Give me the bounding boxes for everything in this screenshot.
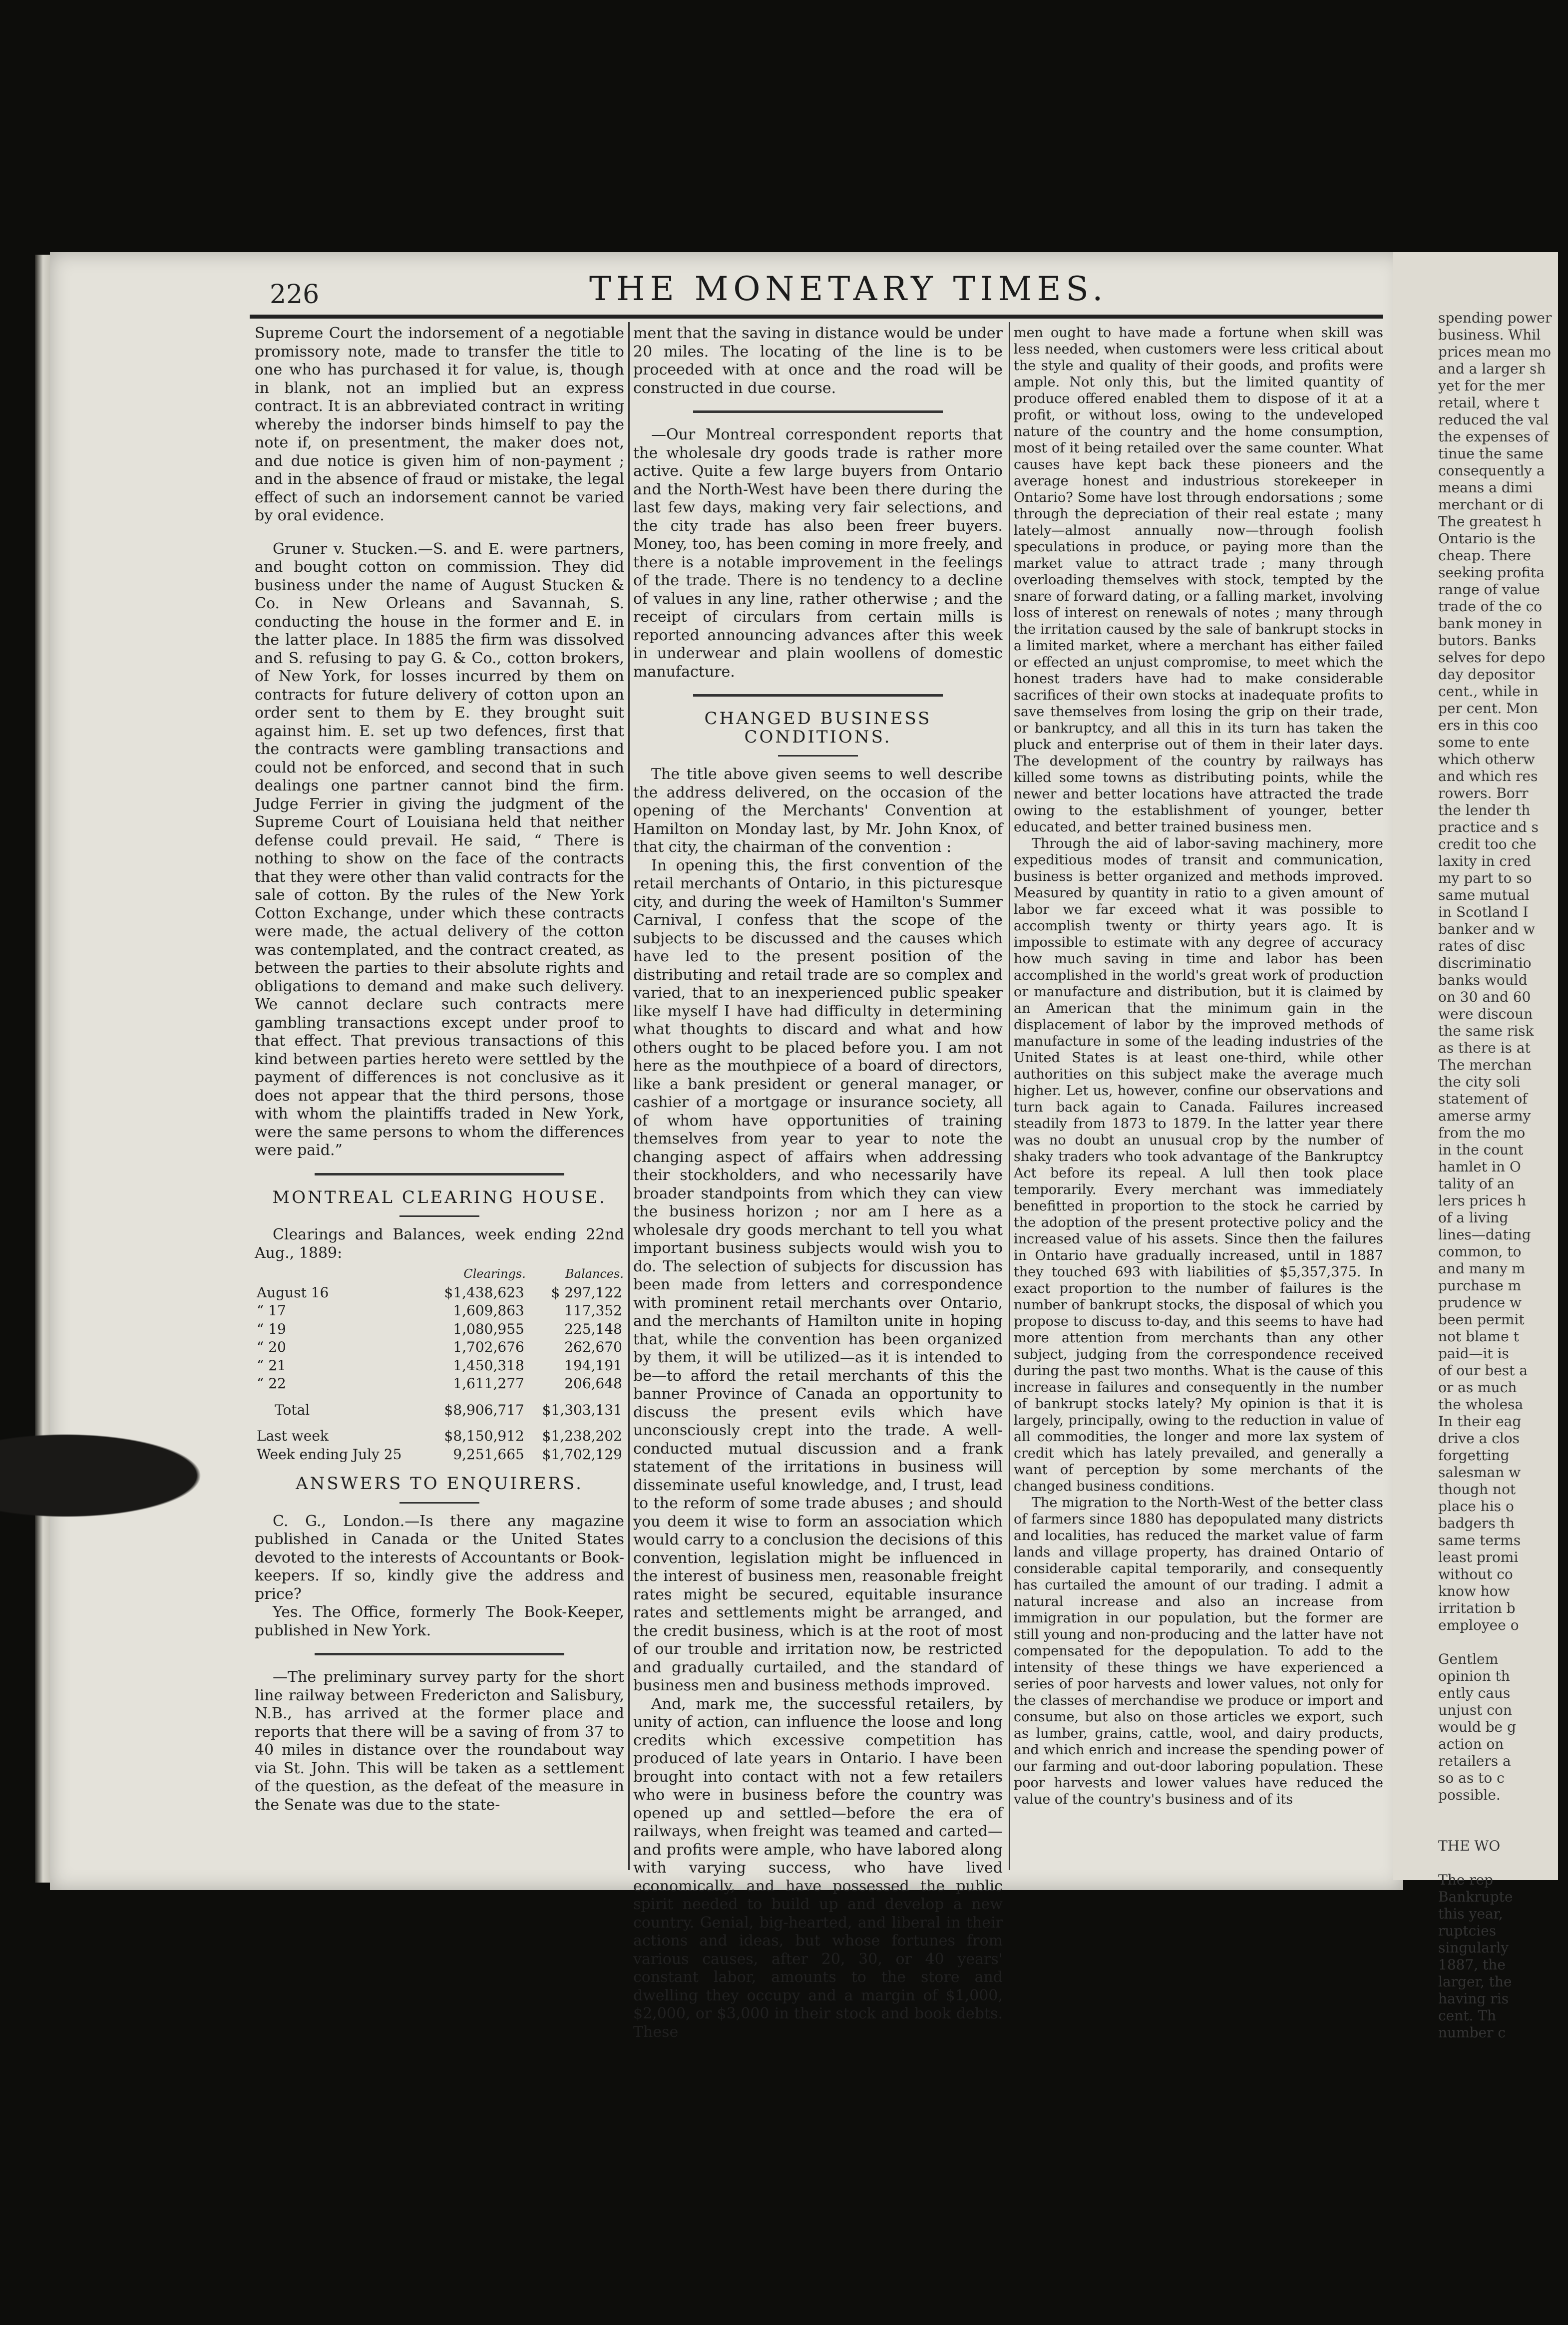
facing-page-line: tinue the same <box>1438 445 1544 462</box>
facing-page-line: The greatest h <box>1438 513 1542 530</box>
paragraph: In opening this, the first convention of the retail merchants of Ontario, in this picturesque city, and during the week of Hamilton's Summer Carnival, I confess that the scope of the subjects to be discussed and the causes which have led to the present position of the distributing and retail trade are so complex and varied, that to an inexperienced public speaker like myself I have had difficulty in determining what thoughts to discard and what and how others ought to be placed before you. I am not here as the mouthpiece of a board of directors, like a bank president or general manager, or cashier of a mortgage or insurance society, all of whom have opportunities of training themselves from year to year to note the changing aspect of affairs when addressing their stockholders, and who necessarily have broader standpoints from which they can view the business horizon ; nor am I here as a wholesale dry goods merchant to tell you what important business subjects would wish you to do. The selection of subjects for discussion has been made from letters and correspondence with prominent retail merchants over Ontario, and the merchants of Hamilton unite in hoping that, while the convention has been organized by them, it will be utilized—as it is intended to be—to afford the retail merchants of this the banner Province of Canada an opportunity to discuss the present evils which have unconsciously crept into the trade. A well-conducted mutual discussion and a frank statement of the irritations in business will disseminate useful knowledge, and, I trust, lead to the reform of some trade abuses ; and should you deem it wise to form an association which would carry to a conclusion the decisions of this convention, legislation might be influenced in the interest of business men, reasonable freight rates might be secured, equitable insurance rates and settlements might be arranged, and the credit business, which is at the root of most of our trouble and irritation now, be restricted and gradually curtailed, and the standard of business men and business methods improved. <box>633 856 1003 1694</box>
column-1 <box>255 325 624 1863</box>
facing-page-line: the same risk <box>1438 1023 1534 1039</box>
facing-page-line: prices mean mo <box>1438 344 1551 360</box>
section-heading: ANSWERS TO ENQUIRERS. <box>296 1474 583 1494</box>
facing-page-line: least promi <box>1438 1549 1519 1565</box>
facing-page-line: discriminatio <box>1438 955 1532 971</box>
header-rule <box>250 315 1383 319</box>
section-rule <box>315 1653 564 1655</box>
cell: 1,609,863 <box>453 1302 524 1319</box>
facing-page-line: ruptcies <box>1438 1923 1497 1939</box>
table-row <box>255 1338 624 1357</box>
facing-page-text <box>1438 310 1568 2041</box>
facing-page-line: business. Whil <box>1438 327 1541 343</box>
table-row <box>255 1427 624 1446</box>
paragraph: The migration to the North-West of the better class of farmers since 1880 has depopulated many districts and localities, has reduced the market value of farm lands and village property, has drained Ontario of considerable capital temporarily, and consequently has curtailed the amount of our trading. I admit a natural increase and also an increase from immigration in our population, but the former are still young and non-producing and the latter have not compensated for the depopulation. To add to the intensity of these things we have experienced a series of poor harvests and lower values, not only for the classes of merchandise we produce or import and consume, but also on those articles we export, such as lumber, grains, cattle, wool, and dairy products, and which enrich and increase the spending power of our farming and out-door laboring population. These poor harvests and lower values have reduced the value of the country's business and of its <box>1014 1495 1383 1807</box>
facing-page-line: cent., while in <box>1438 683 1539 700</box>
facing-page-line <box>1438 1821 1568 1838</box>
facing-page-line: laxity in cred <box>1438 853 1531 869</box>
facing-page-line: the expenses of <box>1438 428 1549 445</box>
section-heading: MONTREAL CLEARING HOUSE. <box>272 1187 607 1207</box>
facing-page-line: or as much <box>1438 1379 1517 1396</box>
facing-page-line: retail, where t <box>1438 394 1540 411</box>
facing-page-line: this year, <box>1438 1906 1503 1922</box>
table-row <box>255 1401 624 1420</box>
facing-page-line: merchant or di <box>1438 496 1544 513</box>
paragraph: Clearings and Balances, week ending 22nd Aug., 1889: <box>255 1226 624 1262</box>
facing-page-line: as there is at <box>1438 1040 1531 1056</box>
facing-page-line: drive a clos <box>1438 1430 1520 1447</box>
clearing-table <box>255 1264 624 1464</box>
facing-page-line: in the count <box>1438 1142 1524 1158</box>
table-row <box>255 1302 624 1320</box>
cell: 1,702,676 <box>453 1339 524 1355</box>
cell: 262,670 <box>564 1339 622 1355</box>
facing-page-line: bank money in <box>1438 615 1543 632</box>
facing-page-line: singularly <box>1438 1939 1509 1956</box>
facing-page-line: place his o <box>1438 1498 1514 1515</box>
facing-page-line: some to ente <box>1438 734 1530 751</box>
cell: $8,150,912 <box>444 1428 524 1444</box>
paragraph: Gruner v. Stucken.—S. and E. were partners, and bought cotton on commission. They did business under the name of August Stucken & Co. in New Orleans and Savannah, S. conducting the house in the former and E. in the latter place. In 1885 the firm was dissolved and S. refusing to pay G. & Co., cotton brokers, of New York, for losses incurred by them on contracts for future delivery of cotton upon an order sent to them by E. they brought suit against him. E. set up two defences, first that the contracts were gambling transactions and could not be enforced, and second that in such dealings one partner cannot bind the firm. Judge Ferrier in giving the judgment of the Supreme Court of Louisiana held that neither defense could prevail. He said, “ There is nothing to show on the face of the contracts that they were other than valid contracts for the sale of cotton. By the rules of the New York Cotton Exchange, under which these contracts were made, the actual delivery of the cotton was contemplated, and the contract created, as between the parties to their absolute rights and obligations to demand and make such delivery. We cannot declare such contracts mere gambling transactions except under proof to that effect. That previous transactions of this kind between parties hereto were settled by the payment of differences is not conclusive as it does not appear that the third persons, those with whom the plaintiffs traded in New York, were the same persons to whom the differences were paid.” <box>255 540 624 1159</box>
facing-page-line: and a larger sh <box>1438 361 1546 377</box>
table-row <box>255 1446 624 1464</box>
cell: 194,191 <box>564 1357 622 1374</box>
thumb-shadow <box>0 1428 220 1523</box>
total-balances: $1,303,131 <box>542 1401 622 1418</box>
facing-page-line: number c <box>1438 2024 1506 2041</box>
column-divider <box>1009 322 1010 1870</box>
facing-page-line: means a dimi <box>1438 479 1533 496</box>
facing-page-line: tality of an <box>1438 1175 1515 1192</box>
facing-page-line: hamlet in O <box>1438 1159 1521 1175</box>
facing-page-line: having ris <box>1438 1990 1509 2007</box>
facing-page-line: purchase m <box>1438 1277 1522 1294</box>
facing-page-line: credit too che <box>1438 836 1537 852</box>
facing-page-line: prudence w <box>1438 1294 1522 1311</box>
facing-page-line: badgers th <box>1438 1515 1515 1532</box>
facing-page-line: the lender th <box>1438 802 1531 818</box>
facing-page-line: know how <box>1438 1583 1510 1599</box>
cell: 1,450,318 <box>453 1357 524 1374</box>
facing-page-line: trade of the co <box>1438 598 1543 615</box>
cell: $1,438,623 <box>444 1284 524 1301</box>
paragraph: ment that the saving in distance would be under 20 miles. The locating of the line is to be proceeded with at once and the road will be constructed in due course. <box>633 325 1003 397</box>
cell: 117,352 <box>564 1302 622 1319</box>
facing-page-line: seeking profita <box>1438 564 1545 581</box>
facing-page-line: were discoun <box>1438 1006 1533 1022</box>
facing-page-line: been permit <box>1438 1311 1525 1328</box>
facing-page-line: common, to <box>1438 1243 1522 1260</box>
paragraph: Supreme Court the indorsement of a negotiable promissory note, made to transfer the title to one who has purchased it for value, is, though in blank, not an implied but an express contract. It is an abbreviated contract in writing whereby the indorser binds himself to pay the note if, on presentment, the maker does not, and due notice is given him of non-payment ; and in the absence of fraud or mistake, the legal effect of such an indorsement cannot be varied by oral evidence. <box>255 325 624 524</box>
facing-page-line: cent. Th <box>1438 2007 1497 2024</box>
facing-page-line: my part to so <box>1438 870 1532 886</box>
column-divider <box>628 322 630 1870</box>
facing-page-line: and many m <box>1438 1260 1526 1277</box>
facing-page-line: irritation b <box>1438 1600 1516 1616</box>
facing-page-line: forgetting <box>1438 1447 1510 1464</box>
facing-page-line: banks would <box>1438 972 1528 988</box>
facing-page-line: possible. <box>1438 1787 1501 1803</box>
cell: $ 297,122 <box>551 1284 622 1301</box>
facing-page-line: on 30 and 60 <box>1438 989 1531 1005</box>
cell: “ 21 <box>257 1357 286 1374</box>
facing-page-line: cheap. There <box>1438 547 1531 564</box>
facing-page-line: The rep <box>1438 1872 1494 1888</box>
paragraph: —The preliminary survey party for the short line railway between Fredericton and Salisbury, N.B., has arrived at the former place and reports that there will be a saving of from 37 to 40 miles in distance over the roundabout way via St. John. This will be taken as a settlement of the question, as the defeat of the measure in the Senate was due to the state- <box>255 1668 624 1814</box>
facing-page-line: without co <box>1438 1566 1513 1582</box>
facing-page-line: the wholesa <box>1438 1396 1524 1413</box>
short-rule <box>399 1215 479 1217</box>
table-row <box>255 1284 624 1302</box>
facing-page-line: unjust con <box>1438 1702 1512 1718</box>
facing-page-line: butors. Banks <box>1438 632 1537 649</box>
facing-page-line: employee o <box>1438 1617 1519 1633</box>
facing-page-line: Gentlem <box>1438 1651 1499 1667</box>
section-rule <box>693 694 943 697</box>
facing-page-line: reduced the val <box>1438 411 1549 428</box>
row-label: Week ending July 25 <box>257 1446 402 1463</box>
facing-page-line: spending power <box>1438 310 1552 326</box>
paragraph: And, mark me, the successful retailers, by unity of action, can influence the loose and long credits which excessive competition has produced of late years in Ontario. I have been brought into contact with not a few retailers who were in business before the country was opened up and settled—before the era of railways, when freight was teamed and carted—and profits were ample, who have labored along with varying success, who have lived economically, and have possessed the public spirit needed to build up and develop a new country. Genial, big-hearted, and liberal in their actions and ideas, but whose fortunes from various causes, after 20, 30, or 40 years' constant labor, amounts to the store and dwelling they occupy and a margin of $1,000, $2,000, or $3,000 in their stock and book debts. These <box>633 1695 1003 2041</box>
facing-page-line: 1887, the <box>1438 1956 1506 1973</box>
section-rule <box>693 410 943 413</box>
short-rule <box>399 1502 479 1504</box>
paragraph: Yes. The Office, formerly The Book-Keeper, published in New York. <box>255 1603 624 1639</box>
facing-page-line: and which res <box>1438 768 1538 784</box>
facing-page-line: of a living <box>1438 1209 1509 1226</box>
facing-page-line: action on <box>1438 1736 1504 1752</box>
column-header: Balances. <box>565 1267 624 1281</box>
facing-page-line: Bankrupte <box>1438 1889 1513 1905</box>
cell: “ 22 <box>257 1375 286 1392</box>
paragraph: The title above given seems to well describe the address delivered, on the occasion of the opening of the Merchants' Convention at Hamilton on Monday last, by Mr. John Knox, of that city, the chairman of the convention : <box>633 766 1003 856</box>
facing-page-line: so as to c <box>1438 1770 1505 1786</box>
facing-page-line: same terms <box>1438 1532 1521 1549</box>
facing-page-line: yet for the mer <box>1438 378 1545 394</box>
facing-page-line: banker and w <box>1438 921 1535 937</box>
facing-page-line: salesman w <box>1438 1464 1521 1481</box>
cell: “ 20 <box>257 1339 286 1355</box>
page-number: 226 <box>270 280 320 310</box>
cell: “ 19 <box>257 1320 286 1337</box>
facing-page-line: per cent. Mon <box>1438 700 1538 717</box>
facing-page-line <box>1438 1855 1568 1872</box>
facing-page-line: consequently a <box>1438 462 1545 479</box>
cell: 1,611,277 <box>453 1375 524 1392</box>
facing-page-line: from the mo <box>1438 1125 1526 1141</box>
facing-page-line: The merchan <box>1438 1057 1532 1073</box>
cell: 206,648 <box>564 1375 622 1392</box>
row-label: Total <box>275 1401 310 1418</box>
facing-page-line: Ontario is the <box>1438 530 1536 547</box>
column-3 <box>1014 325 1383 1863</box>
section-rule <box>315 1173 564 1175</box>
column-header: Clearings. <box>463 1267 526 1281</box>
facing-page-line: ently caus <box>1438 1685 1511 1701</box>
paragraph: Through the aid of labor-saving machinery, more expeditious modes of transit and communication, business is better organized and methods improved. Measured by quantity in ratio to a given amount of labor we far exceed what it was possible to accomplish twenty or thirty years ago. It is impossible to estimate with any degree of accuracy how much saving in time and labor has been accomplished in the world's great work of production or manufacture and distribution, but it is claimed by an American that the minimum gain in the displacement of labor by the improved methods of manufacture in some of the leading industries of the United States is at least one-third, while other authorities on this subject make the average much higher. Let us, however, confine our observations and turn back again to Canada. Failures increased steadily from 1873 to 1879. In the latter year there was no doubt an unusual crop by the number of shaky traders who took advantage of the Bankruptcy Act before its repeal. A lull then took place temporarily. Every merchant was immediately benefitted in proportion to the stock he carried by the adoption of the present protective policy and the increased value of his assets. Since then the failures in Ontario have gradually increased, until in 1887 they touched 693 with liabilities of $5,357,375. In exact proportion to the number of failures is the number of bankrupt stocks, the disposal of which you propose to discuss to-day, and this seems to have had more attention from merchants than any other subject, judging from the correspondence received during the past two months. What is the cause of this increase in failures and consequently in the number of bankrupt stocks lately? My opinion is that it is largely, principally, owing to the reduction in value of all commodities, the longer and more lax system of credit which has lately prevailed, and generally a want of perception by some merchants of the changed business conditions. <box>1014 836 1383 1494</box>
facing-page-line: rates of disc <box>1438 938 1526 954</box>
facing-page-line: practice and s <box>1438 819 1539 835</box>
facing-page-line: lers prices h <box>1438 1192 1526 1209</box>
cell: 225,148 <box>564 1320 622 1337</box>
facing-page-line: same mutual <box>1438 887 1530 903</box>
facing-page-line: THE WO <box>1438 1838 1501 1854</box>
facing-page-line: opinion th <box>1438 1668 1510 1684</box>
facing-page-line: day depositor <box>1438 666 1535 683</box>
cell: August 16 <box>257 1284 329 1301</box>
short-rule <box>778 755 858 757</box>
cell: “ 17 <box>257 1302 286 1319</box>
cell: $1,702,129 <box>542 1446 622 1463</box>
facing-page-line: ers in this coo <box>1438 717 1539 734</box>
cell: 9,251,665 <box>453 1446 524 1463</box>
table-row <box>255 1320 624 1339</box>
column-2 <box>633 325 1003 2041</box>
paragraph: —Our Montreal correspondent reports that the wholesale dry goods trade is rather more active. Quite a few large buyers from Ontario and the North-West have been there during the last few days, making very fair selections, and the city trade has also been freer buyers. Money, too, has been coming in more freely, and there is a notable improvement in the feelings of the trade. There is no tendency to a decline of values in any line, rather otherwise ; and the receipt of circulars from certain mills is reported announcing advances after this week in underwear and plain woollens of domestic manufacture. <box>633 426 1003 681</box>
facing-page-line: In their eag <box>1438 1413 1522 1430</box>
paragraph: men ought to have made a fortune when skill was less needed, when customers were less critical about the style and quality of their goods, and profits were ample. Not only this, but the limited quantity of produce offered enabled them to dispose of it at a profit, or without loss, owing to the undeveloped nature of the country and the home consumption, most of it being retailed over the same counter. What causes have kept back these pioneers and the average honest and industrious storekeeper in Ontario? Some have lost through endorsations ; some through the depreciation of their real estate ; many lately—almost annually now—through foolish speculations in produce, or paying more than the market value to attract trade ; many through overloading themselves with stock, tempted by the snare of forward dating, or a falling market, involving loss of interest on renewals of notes ; many through the irritation caused by the sale of bankrupt stocks in a limited market, where a merchant has either failed or effected an unjust compromise, to meet which the honest traders have had to make considerable sacrifices of their own stocks at inadequate profits to save themselves from losing the grip on their trade, or bankruptcy, and all this in its turn has taken the pluck and enterprise out of them in their later days. The development of the country by railways has killed some towns as distributing points, while the newer and better locations have attracted the trade owing to the establishment of younger, better educated, and better trained business men. <box>1014 325 1383 835</box>
facing-page-line: range of value <box>1438 581 1540 598</box>
facing-page-line: the city soli <box>1438 1074 1521 1090</box>
facing-page-line: statement of <box>1438 1091 1528 1107</box>
facing-page-line: paid—it is <box>1438 1345 1509 1362</box>
facing-page-line: lines—dating <box>1438 1226 1531 1243</box>
facing-page-line: amerse army <box>1438 1108 1531 1124</box>
facing-page-line: larger, the <box>1438 1973 1512 1990</box>
row-label: Last week <box>257 1428 329 1444</box>
table-row <box>255 1357 624 1375</box>
cell: $1,238,202 <box>542 1428 622 1444</box>
facing-page-line <box>1438 1804 1568 1821</box>
facing-page-line: rowers. Borr <box>1438 785 1529 801</box>
masthead-title: THE MONETARY TIMES. <box>589 270 1108 308</box>
facing-page-line: would be g <box>1438 1719 1516 1735</box>
facing-page-line: not blame t <box>1438 1328 1519 1345</box>
cell: 1,080,955 <box>453 1320 524 1337</box>
facing-page-line: retailers a <box>1438 1753 1511 1769</box>
facing-page-line: though not <box>1438 1481 1516 1498</box>
facing-page-line: selves for depo <box>1438 649 1546 666</box>
facing-page-line: of our best a <box>1438 1362 1528 1379</box>
section-heading: CHANGED BUSINESS CONDITIONS. <box>704 709 932 747</box>
facing-page-line: which otherw <box>1438 751 1535 768</box>
total-clearings: $8,906,717 <box>444 1401 524 1418</box>
table-row <box>255 1375 624 1393</box>
facing-page-line: in Scotland I <box>1438 904 1529 920</box>
paragraph: C. G., London.—Is there any magazine published in Canada or the United States devoted to the interests of Accountants or Book-keepers. If so, kindly give the address and price? <box>255 1512 624 1603</box>
facing-page-line <box>1438 1634 1568 1651</box>
